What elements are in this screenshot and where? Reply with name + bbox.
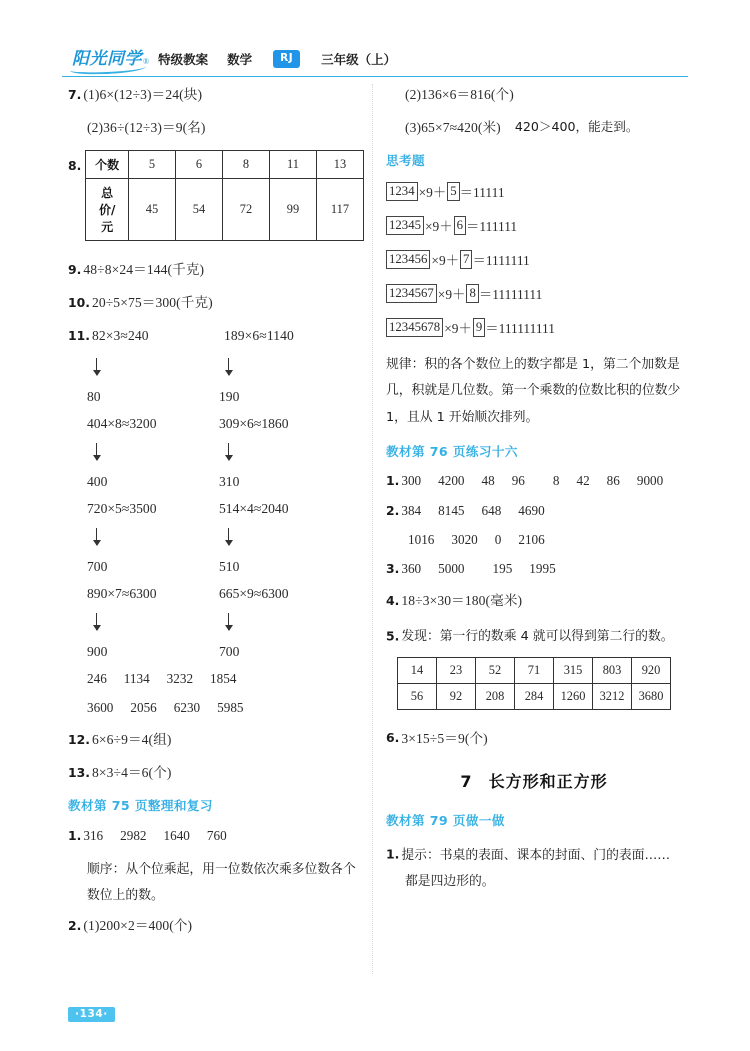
- answer-text: 提示：书桌的表面、课本的封面、门的表面……都是四边形的。: [401, 847, 671, 889]
- table-cell: 11: [270, 151, 317, 179]
- table-row: [398, 683, 671, 709]
- answer-text: 3×15÷5＝9(个): [401, 730, 488, 746]
- boxed-number: 1234: [386, 182, 418, 201]
- table-cell: 284: [515, 683, 554, 709]
- table-row-header: 个数: [86, 151, 129, 179]
- arrow-row: [68, 443, 364, 463]
- thinking-equation: [386, 284, 682, 303]
- answer-text: (2)36÷(12÷3)＝9(名): [87, 120, 206, 136]
- answer-value: 246: [87, 671, 107, 687]
- answer-value: 648: [481, 502, 502, 518]
- table-cell: 920: [632, 657, 671, 683]
- table-cell: 14: [398, 657, 437, 683]
- down-arrow-icon: [68, 443, 200, 463]
- chapter-number: 7: [460, 771, 473, 791]
- answer-text: 18÷3×30＝180(毫米): [401, 593, 523, 609]
- edition-badge: RJ: [273, 50, 300, 67]
- answer-item-9: [68, 259, 364, 280]
- question-number: 10.: [68, 294, 90, 310]
- answer-item-2b-page75: [405, 84, 682, 105]
- table-cell: 315: [554, 657, 593, 683]
- question-number: 9.: [68, 261, 82, 277]
- answer-text: 6×6÷9＝4(组): [91, 732, 172, 748]
- answer-value: 2106: [518, 531, 545, 547]
- answer-item-8: [68, 150, 364, 241]
- operator: ×9＋: [437, 287, 466, 303]
- estimate-result: 700: [87, 559, 108, 575]
- brand-logo: [72, 48, 150, 69]
- answer-value: 6230: [173, 700, 201, 716]
- answer-value: 8145: [438, 502, 465, 518]
- answer-value: 8: [552, 473, 560, 489]
- answer-value: 3020: [451, 531, 478, 547]
- answer-values-row: [68, 700, 364, 716]
- thinking-equation: [386, 216, 682, 235]
- header-subject-label: 数学: [227, 52, 253, 67]
- answer-item-13: [68, 762, 364, 783]
- table-cell: 52: [476, 657, 515, 683]
- table-cell: 1260: [554, 683, 593, 709]
- section-heading-page75: 教材第 75 页整理和复习: [68, 798, 213, 814]
- table-cell: 8: [223, 151, 270, 179]
- boxed-number: 6: [454, 216, 466, 235]
- answer-value: 195: [492, 561, 513, 577]
- estimate-result-row: [68, 389, 364, 405]
- registered-mark-icon: ®: [143, 56, 150, 66]
- table-cell: 72: [223, 179, 270, 241]
- values-group: [401, 503, 561, 519]
- header-grade-label: 三年级（上）: [321, 52, 397, 67]
- equation-result: ＝1111111: [472, 253, 530, 269]
- estimate-expression: 890×7≈6300: [87, 586, 157, 602]
- operator: ×9＋: [431, 253, 460, 269]
- left-column: [68, 84, 364, 948]
- answer-item-11: [68, 325, 364, 346]
- down-arrow-icon: [68, 358, 200, 378]
- answer-item-7a: [68, 84, 364, 105]
- answer-text: 48÷8×24＝144(千克): [83, 262, 205, 278]
- answer-conclusion: 420＞400，能走到。: [514, 119, 639, 135]
- answer-value: 9000: [636, 473, 664, 489]
- operator: ×9＋: [418, 185, 447, 201]
- question-number: 6.: [386, 730, 400, 746]
- thinking-equation: [386, 318, 682, 337]
- boxed-number: 8: [466, 284, 478, 303]
- thinking-equation: [386, 182, 682, 201]
- table-row: [86, 151, 364, 179]
- answer-text: (2)136×6＝816(个): [405, 87, 514, 102]
- estimate-expression: 189×6≈1140: [223, 328, 294, 344]
- estimate-expression: 404×8≈3200: [87, 416, 157, 432]
- question-number: 11.: [68, 327, 90, 343]
- estimate-result: 900: [87, 644, 108, 660]
- table-cell: 117: [317, 179, 364, 241]
- estimate-expression: 514×4≈2040: [219, 501, 289, 517]
- answer-text: 20÷5×75＝300(千克): [91, 295, 213, 311]
- answer-value: 1640: [163, 827, 190, 843]
- estimate-result: 80: [87, 389, 101, 405]
- answer-value: 300: [401, 473, 422, 489]
- answer-value: 4200: [438, 473, 465, 489]
- boxed-number: 1234567: [386, 284, 437, 303]
- table-cell: 99: [270, 179, 317, 241]
- answer-value: 3600: [87, 700, 114, 716]
- question-number: 2.: [68, 917, 82, 933]
- estimate-result: 700: [219, 644, 240, 660]
- estimate-expression-row: [68, 501, 364, 517]
- values-group: [87, 671, 253, 687]
- arrow-row: [68, 613, 364, 633]
- answer-item-7b: [87, 117, 364, 138]
- answer-item-2c-page75: [405, 117, 682, 138]
- estimate-expression-row: [68, 416, 364, 432]
- answer-value: 2982: [120, 827, 147, 843]
- question-number: 1.: [68, 827, 82, 843]
- answer-value: 5985: [217, 700, 244, 716]
- estimate-result: 400: [87, 474, 108, 490]
- pattern-table: [397, 657, 671, 710]
- down-arrow-icon: [200, 358, 364, 378]
- down-arrow-icon: [68, 528, 200, 548]
- answer-value: 760: [206, 827, 227, 843]
- answer-value: 42: [576, 473, 590, 489]
- table-cell: 71: [515, 657, 554, 683]
- answer-value: 1134: [123, 671, 150, 687]
- answer-values-row: [68, 671, 364, 687]
- answer-value: 0: [494, 531, 502, 547]
- column-divider: [372, 84, 373, 974]
- arrow-row: [68, 358, 364, 378]
- question-number: 12.: [68, 731, 90, 747]
- question-number: 4.: [386, 592, 400, 608]
- answer-value: 384: [401, 502, 422, 518]
- answer-text: (3)65×7≈420(米): [405, 120, 501, 136]
- answer-item-3-page76: [386, 561, 682, 578]
- logo-swoosh-icon: [70, 62, 146, 75]
- estimate-result-row: [68, 559, 364, 575]
- boxed-number: 5: [447, 182, 459, 201]
- equation-result: ＝11111111: [478, 287, 543, 303]
- answer-item-1-page75: [68, 827, 364, 844]
- question-number: 7.: [68, 86, 82, 102]
- question-number: 13.: [68, 764, 90, 780]
- estimate-expression: 720×5≈3500: [87, 501, 157, 517]
- question-number: 8.: [68, 158, 82, 174]
- answer-value: 86: [606, 473, 620, 489]
- operator: ×9＋: [425, 219, 453, 235]
- answer-value: 1995: [529, 561, 556, 577]
- question-number: 1.: [386, 846, 400, 862]
- down-arrow-icon: [200, 528, 364, 548]
- down-arrow-icon: [200, 443, 364, 463]
- estimate-result: 310: [219, 474, 240, 490]
- down-arrow-icon: [200, 613, 364, 633]
- brand-logo-text: 阳光同学: [72, 48, 142, 69]
- pattern-table-wrapper: [386, 657, 682, 710]
- values-group: [87, 700, 261, 716]
- estimate-expression: 665×9≈6300: [219, 586, 289, 602]
- arrow-row: [68, 528, 364, 548]
- answer-value: 3232: [166, 671, 194, 687]
- answer-item-1-page76: [386, 473, 682, 490]
- answer-item-2b-page76: [386, 532, 682, 548]
- table-cell: 13: [317, 151, 364, 179]
- boxed-number: 12345: [386, 216, 424, 235]
- answer-value: 1854: [210, 671, 237, 687]
- equation-result: ＝111111: [466, 219, 518, 235]
- header-series-label: 特级教案: [158, 52, 209, 67]
- thinking-rule-text: 规律：积的各个数位上的数字都是 1，第二个加数是几，积就是几位数。第一个乘数的位数比积的位数少 1，且从 1 开始顺次排列。: [386, 357, 681, 425]
- answer-note-page75-q1: 顺序：从个位乘起，用一位数依次乘多位数各个数位上的数。: [87, 861, 356, 904]
- table-cell: 5: [129, 151, 176, 179]
- answer-item-12: [68, 729, 364, 750]
- chapter-title: 长方形和正方形: [488, 771, 608, 791]
- estimate-expression: 82×3≈240: [91, 328, 149, 344]
- thinking-equation: [386, 250, 682, 269]
- header-divider-rule: [62, 76, 688, 77]
- answer-value: 48: [481, 473, 495, 489]
- answer-value: 360: [401, 561, 422, 577]
- operator: ×9＋: [444, 321, 472, 337]
- values-group: [408, 532, 562, 548]
- answer-value: 2056: [130, 700, 157, 716]
- answer-item-5-page76: [386, 623, 682, 650]
- section-heading-thinking: 思考题: [386, 153, 425, 169]
- question-number: 5.: [386, 628, 400, 644]
- table-row: [86, 179, 364, 241]
- table-row-header: 总价/元: [86, 179, 129, 241]
- question-number: 2.: [386, 502, 400, 518]
- values-group: [401, 561, 572, 577]
- estimate-result: 510: [219, 559, 240, 575]
- price-quantity-table: [85, 150, 364, 241]
- down-arrow-icon: [68, 613, 200, 633]
- table-cell: 803: [593, 657, 632, 683]
- question-number: 1.: [386, 473, 400, 489]
- chapter-heading: [386, 769, 682, 792]
- answer-text: 8×3÷4＝6(个): [91, 765, 172, 781]
- table-cell: 54: [176, 179, 223, 241]
- answer-item-6-page76: [386, 728, 682, 749]
- answer-item-10: [68, 292, 364, 313]
- table-cell: 56: [398, 683, 437, 709]
- estimate-expression-row: [68, 586, 364, 602]
- answer-item-1-page79: [386, 842, 682, 895]
- page-header: [72, 44, 688, 74]
- answer-item-4-page76: [386, 590, 682, 611]
- equation-result: ＝111111111: [485, 321, 555, 337]
- estimate-expression: 309×6≈1860: [219, 416, 289, 432]
- table-row: [398, 657, 671, 683]
- boxed-number: 9: [473, 318, 485, 337]
- answer-value: 1016: [408, 531, 435, 547]
- table-cell: 23: [437, 657, 476, 683]
- estimate-result-row: [68, 644, 364, 660]
- answer-value: 5000: [438, 561, 465, 577]
- answer-text: 发现：第一行的数乘 4 就可以得到第二行的数。: [401, 629, 674, 645]
- page-number-badge: ·134·: [68, 1007, 115, 1022]
- table-cell: 92: [437, 683, 476, 709]
- table-cell: 45: [129, 179, 176, 241]
- table-cell: 3680: [632, 683, 671, 709]
- question-number: 3.: [386, 561, 400, 577]
- answer-value: 316: [83, 827, 104, 843]
- section-heading-page79: 教材第 79 页做一做: [386, 812, 505, 828]
- values-group: [401, 473, 680, 489]
- answer-value: 96: [511, 473, 525, 489]
- estimate-result: 190: [219, 389, 240, 405]
- answer-value: 4690: [518, 502, 545, 518]
- boxed-number: 12345678: [386, 318, 443, 337]
- table-cell: 6: [176, 151, 223, 179]
- table-cell: 3212: [593, 683, 632, 709]
- section-heading-page76: 教材第 76 页练习十六: [386, 443, 518, 459]
- answer-item-2-page76: [386, 502, 682, 519]
- table-cell: 208: [476, 683, 515, 709]
- boxed-number: 7: [460, 250, 472, 269]
- equation-result: ＝11111: [459, 185, 505, 201]
- values-group: [83, 828, 243, 844]
- estimate-result-row: [68, 474, 364, 490]
- boxed-number: 123456: [386, 250, 430, 269]
- answer-text: (1)200×2＝400(个): [83, 918, 193, 934]
- right-column: [386, 84, 682, 901]
- answer-text: (1)6×(12÷3)＝24(块): [83, 87, 203, 102]
- answer-item-2-page75: [68, 915, 364, 936]
